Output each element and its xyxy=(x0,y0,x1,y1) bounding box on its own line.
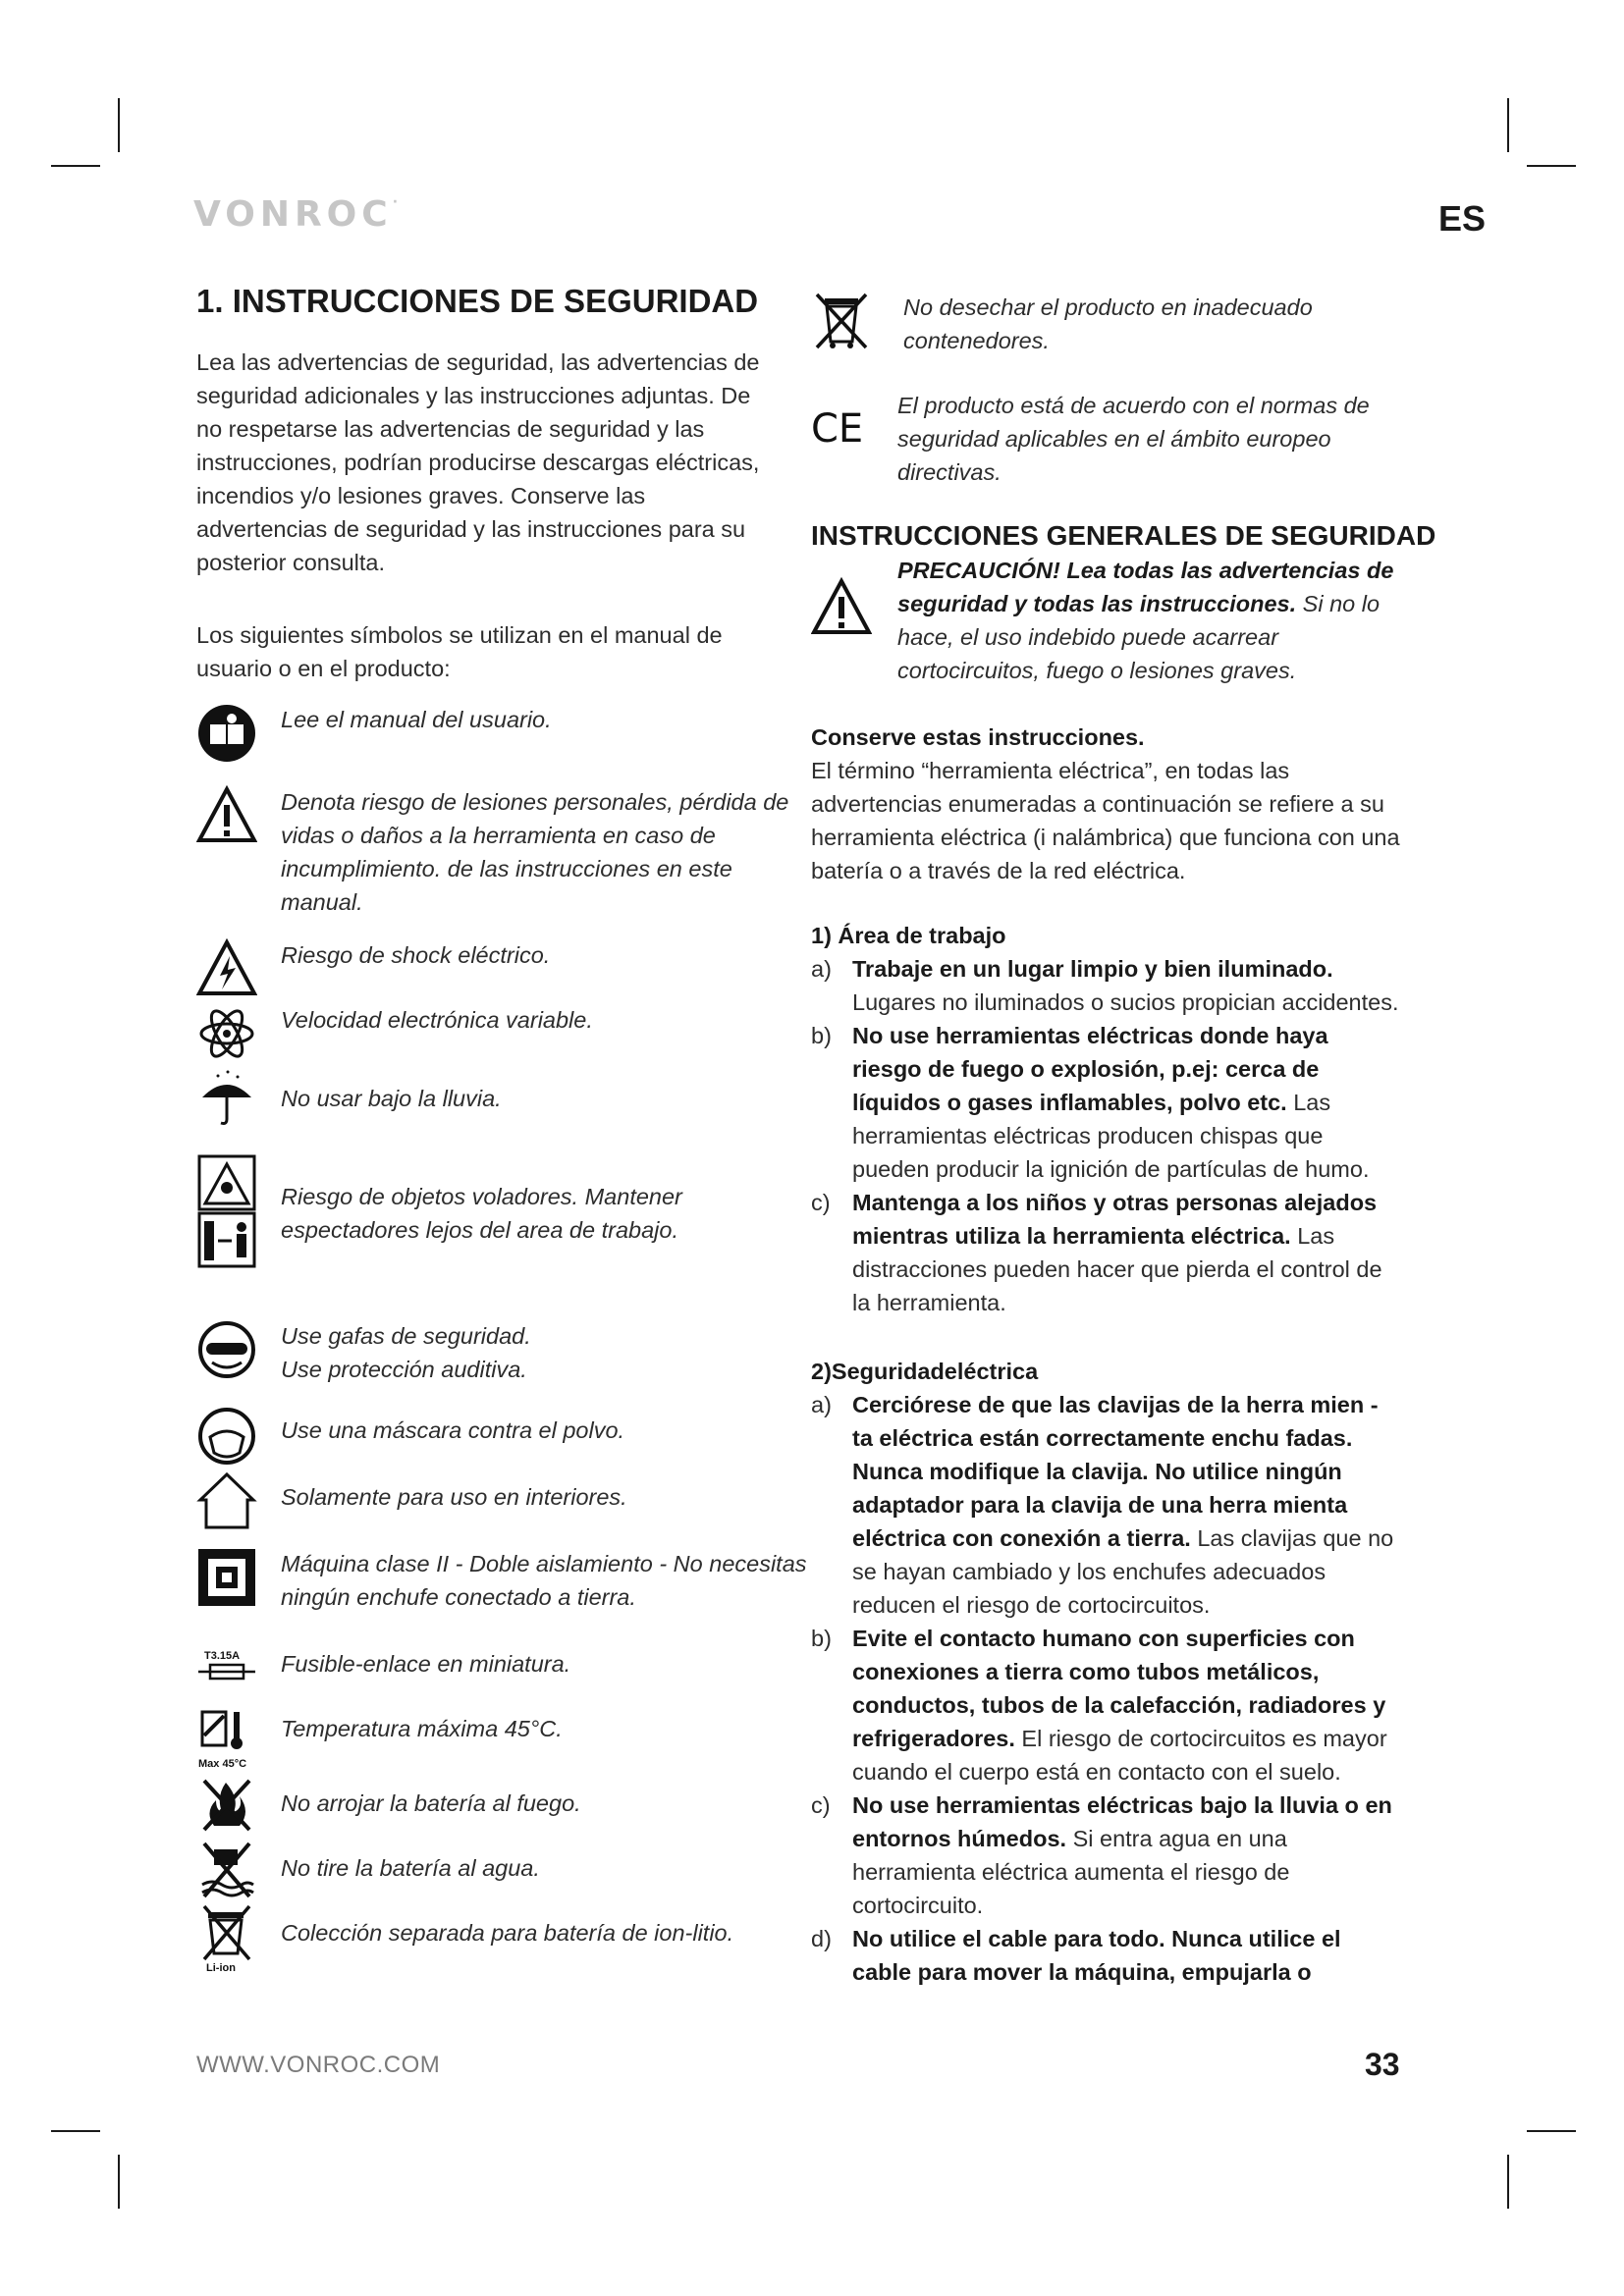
item-label: c) xyxy=(811,1792,831,1818)
item-text: Las herramientas eléctricas producen chispas que pueden producir la ignición de partículas de humo. xyxy=(852,1090,1370,1182)
crop-mark xyxy=(118,2155,120,2209)
item-bold: Evite el contacto humano con superficies con conexiones a tierra como tubos metálicos, conductos, tubos de la calefacción, radiadores y refrigeradores. xyxy=(852,1626,1386,1751)
no-water-icon xyxy=(196,1840,257,1900)
crop-mark xyxy=(1527,2130,1576,2132)
crop-mark xyxy=(118,98,120,152)
work-area-title: 1) Área de trabajo xyxy=(811,923,1006,948)
symbol-description: No usar bajo la lluvia. xyxy=(281,1086,502,1111)
keep-instructions-text: El término “herramienta eléctrica”, en todas las advertencias enumeradas a continuación se refiere a su herramienta eléctrica (i nalámbrica) que funciona con una batería o a través de la red eléctrica. xyxy=(811,758,1400,883)
ce-label: CE xyxy=(811,406,864,452)
symbol-description: Temperatura máxima 45°C. xyxy=(281,1716,563,1741)
brand-logo: VONROC· xyxy=(193,194,404,235)
crop-mark xyxy=(51,165,100,167)
symbol-description: No desechar el producto en inadecuado contenedores. xyxy=(903,294,1313,353)
symbol-description: Fusible-enlace en miniatura. xyxy=(281,1651,571,1677)
warning-triangle-icon xyxy=(811,577,872,638)
footer-url: WWW.VONROC.COM xyxy=(196,2052,441,2078)
symbol-description: Riesgo de objetos voladores. Mantener espectadores lejos del area de trabajo. xyxy=(281,1184,682,1243)
safety-goggles-icon xyxy=(196,1319,257,1380)
item-bold: Mantenga a los niños y otras personas alejados mientras utiliza la herramienta eléctrica. xyxy=(852,1190,1378,1249)
item-bold: Cerciórese de que las clavijas de la herra mien - ta eléctrica están correctamente enchu fadas. Nunca modifique la clavija. No utilice ningún adaptador para la clavija de una herra mienta eléctrica con conexión a tierra. xyxy=(852,1392,1379,1551)
crop-mark xyxy=(1507,98,1509,152)
li-ion-disposal-icon xyxy=(196,1902,257,1973)
crop-mark xyxy=(51,2130,100,2132)
electrical-safety-title: 2)Seguridadeléctrica xyxy=(811,1359,1039,1384)
caution-bold: PRECAUCIÓN! Lea todas las advertencias de seguridad y todas las instrucciones. xyxy=(897,558,1394,616)
list-item xyxy=(811,1622,1400,1789)
caution-rest: Si no lo hace, el uso indebido puede acarrear cortocircuitos, fuego o lesiones graves. xyxy=(897,591,1380,683)
item-text: Las clavijas que no se hayan cambiado y los enchufes adecuados reducen el riesgo de cortocircuitos. xyxy=(852,1525,1394,1618)
caution-text xyxy=(897,554,1408,687)
crop-mark xyxy=(1507,2155,1509,2209)
list-item xyxy=(811,1789,1400,1922)
symbol-description: Use gafas de seguridad. Use protección auditiva. xyxy=(281,1323,531,1382)
symbol-description: No tire la batería al agua. xyxy=(281,1855,540,1881)
symbol-description: Use una máscara contra el polvo. xyxy=(281,1417,625,1443)
fuse-icon xyxy=(196,1647,257,1708)
page-number: 33 xyxy=(1365,2047,1400,2082)
item-label: b) xyxy=(811,1023,832,1048)
intro-paragraph: Lea las advertencias de seguridad, las advertencias de seguridad adicionales y las instrucciones adjuntas. De no respetarse las advertencias de seguridad y las instrucciones, podrían producirse descargas eléctricas, incendios y/o lesiones graves. Conserve las advertencias de seguridad y las instrucciones para su posterior consulta. xyxy=(196,349,760,575)
item-bold: No utilice el cable para todo. Nunca utilice el cable para mover la máquina, empujarla o xyxy=(852,1926,1341,1985)
symbols-intro: Los siguientes símbolos se utilizan en el manual de usuario o en el producto: xyxy=(196,622,723,681)
item-label: a) xyxy=(811,1392,832,1417)
crop-mark xyxy=(1527,165,1576,167)
electric-shock-icon xyxy=(196,938,257,999)
symbol-description: Velocidad electrónica variable. xyxy=(281,1007,593,1033)
temperature-label: Max 45°C xyxy=(198,1758,247,1770)
li-ion-label: Li-ion xyxy=(206,1962,236,1973)
symbol-description: Solamente para uso en interiores. xyxy=(281,1484,627,1510)
symbol-description: Máquina clase II - Doble aislamiento - No necesitas ningún enchufe conectado a tierra. xyxy=(281,1551,807,1610)
item-label: b) xyxy=(811,1626,832,1651)
warning-triangle-icon xyxy=(196,785,257,846)
item-bold: No use herramientas eléctricas donde haya riesgo de fuego o explosión, p.ej: cerca de líquidos o gases inflamables, polvo etc. xyxy=(852,1023,1328,1115)
item-bold: Trabaje en un lugar limpio y bien iluminado. xyxy=(852,956,1333,982)
ce-mark-icon xyxy=(811,400,872,461)
symbol-description: Colección separada para batería de ion-litio. xyxy=(281,1920,734,1946)
variable-speed-icon xyxy=(196,1003,257,1064)
list-item xyxy=(811,1922,1400,1989)
list-item xyxy=(811,952,1400,1019)
dust-mask-icon xyxy=(196,1406,257,1467)
symbol-description: Lee el manual del usuario. xyxy=(281,707,552,732)
item-text: Lugares no iluminados o sucios propician accidentes. xyxy=(852,989,1399,1015)
flying-objects-icon xyxy=(196,1154,257,1268)
symbol-description: Riesgo de shock eléctrico. xyxy=(281,942,551,968)
language-code: ES xyxy=(1438,198,1487,239)
indoor-use-icon xyxy=(196,1470,257,1531)
symbol-description: Denota riesgo de lesiones personales, pérdida de vidas o daños a la herramienta en caso de incumplimiento. de las instrucciones en este manual. xyxy=(281,789,789,915)
class-ii-icon xyxy=(196,1547,257,1608)
item-label: a) xyxy=(811,956,832,982)
item-label: d) xyxy=(811,1926,832,1951)
item-label: c) xyxy=(811,1190,831,1215)
keep-instructions-title: Conserve estas instrucciones. xyxy=(811,724,1145,750)
max-temperature-icon xyxy=(196,1706,257,1771)
list-item xyxy=(811,1019,1400,1186)
item-text: Si entra agua en una herramienta eléctrica aumenta el riesgo de cortocircuito. xyxy=(852,1826,1290,1918)
list-item xyxy=(811,1186,1400,1319)
symbol-description: El producto está de acuerdo con el normas de seguridad aplicables en el ámbito europeo directivas. xyxy=(897,393,1370,485)
weee-bin-icon xyxy=(811,291,872,351)
fuse-label: T3.15A xyxy=(204,1650,241,1662)
no-fire-icon xyxy=(196,1775,257,1836)
item-text: Las distracciones pueden hacer que pierda el control de la herramienta. xyxy=(852,1223,1382,1315)
no-rain-icon xyxy=(196,1068,257,1129)
section-title: 1. INSTRUCCIONES DE SEGURIDAD xyxy=(196,283,759,319)
general-safety-title: INSTRUCCIONES GENERALES DE SEGURIDAD xyxy=(811,520,1436,551)
read-manual-icon xyxy=(196,703,257,764)
item-text: El riesgo de cortocircuitos es mayor cuando el cuerpo está en contacto con el suelo. xyxy=(852,1726,1387,1785)
list-item xyxy=(811,1388,1400,1622)
symbol-description: No arrojar la batería al fuego. xyxy=(281,1790,581,1816)
item-bold: No use herramientas eléctricas bajo la lluvia o en entornos húmedos. xyxy=(852,1792,1392,1851)
